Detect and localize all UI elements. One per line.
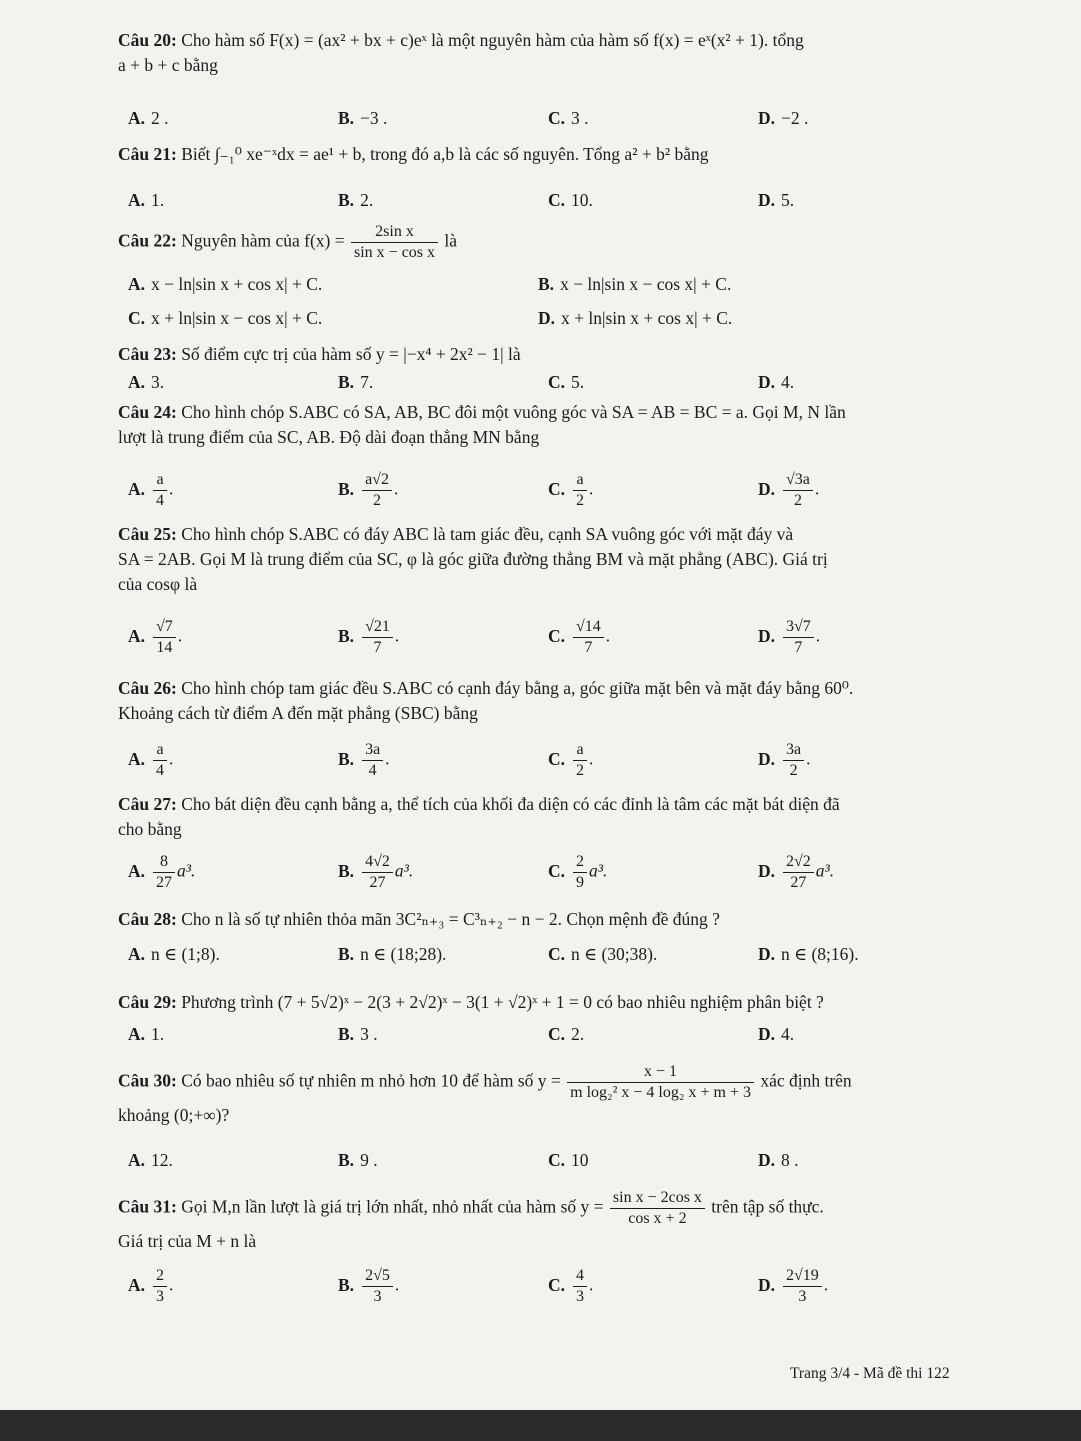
question-25 — [118, 522, 986, 597]
question-26 — [118, 676, 986, 726]
option-d[interactable]: D. 4. — [758, 372, 795, 392]
option-b[interactable]: B. $\frac{2√5}{3}$ . — [338, 1267, 400, 1305]
question-stem: Biết ∫₋₁⁰ xe⁻ˣdx = ae¹ + b, trong đó a,b là các số nguyên. Tổng a² + b² bằng — [181, 144, 709, 164]
question-stem: Nguyên hàm của f(x) = — [181, 230, 345, 251]
options-31 — [128, 1266, 986, 1305]
question-20 — [118, 28, 986, 78]
option-a[interactable]: A. 1. — [128, 1024, 165, 1044]
question-label: Câu 21: — [118, 144, 177, 164]
option-a[interactable]: A. 3. — [128, 372, 165, 392]
option-c[interactable]: C. 3 . — [548, 108, 589, 128]
option-c[interactable]: C. n ∈ (30;38). — [548, 944, 658, 964]
option-d[interactable]: D. n ∈ (8;16). — [758, 944, 859, 964]
question-label: Câu 24: — [118, 402, 177, 422]
option-b[interactable]: B. −3 . — [338, 108, 388, 128]
option-c[interactable]: C. $\frac{a}{2}$ . — [548, 741, 594, 779]
question-stem: Số điểm cực trị của hàm số y = |−x⁴ + 2x² − 1| là — [181, 344, 521, 364]
option-b[interactable]: B. x − ln|sin x − cos x| + C. — [538, 274, 732, 294]
option-c[interactable]: C. 10 — [548, 1150, 589, 1170]
options-22-row1 — [128, 274, 986, 304]
question-31: Câu 31: Gọi M,n lần lượt là giá trị lớn nhất, nhỏ nhất của hàm số y = $\frac{\text{sin x − 2cos x}}{\text{cos x + 2}}$ trên tập số thực. Giá trị của M + n là — [118, 1188, 986, 1254]
option-a[interactable]: A. 12. — [128, 1150, 173, 1170]
question-label: Câu 30: — [118, 1070, 177, 1091]
option-b[interactable]: B. $\frac{a√2}{2}$ . — [338, 471, 399, 509]
option-b[interactable]: B. 7. — [338, 372, 374, 392]
question-stem-line2: cho bằng — [118, 819, 182, 839]
question-28 — [118, 907, 986, 932]
page-footer: Trang 3/4 - Mã đề thi 122 — [790, 1365, 950, 1382]
options-20 — [128, 108, 986, 138]
options-27 — [128, 852, 986, 891]
option-d[interactable]: D. x + ln|sin x + cos x| + C. — [538, 308, 733, 328]
question-stem-line2: Giá trị của M + n là — [118, 1231, 257, 1251]
option-a[interactable]: A. $\frac{a}{4}$ . — [128, 471, 174, 509]
option-a[interactable]: A. $\frac{√7}{14}$ . — [128, 618, 183, 656]
question-stem: Gọi M,n lần lượt là giá trị lớn nhất, nhỏ nhất của hàm số y = — [181, 1196, 604, 1217]
question-29 — [118, 990, 986, 1015]
stem-fraction: $\frac{\text{2sin x}}{\text{sin x − cos x}}$ — [351, 222, 438, 263]
question-stem: Cho hình chóp S.ABC có SA, AB, BC đôi một vuông góc và SA = AB = BC = a. Gọi M, N lần — [181, 402, 846, 422]
option-a[interactable]: A. $\frac{a}{4}$ . — [128, 741, 174, 779]
question-label: Câu 20: — [118, 30, 177, 50]
question-stem-line2: lượt là trung điểm của SC, AB. Độ dài đoạn thẳng MN bằng — [118, 427, 540, 447]
option-b[interactable]: B. $\frac{3a}{4}$ . — [338, 741, 390, 779]
option-d[interactable]: D. 5. — [758, 190, 795, 210]
options-29 — [128, 1024, 986, 1054]
question-label: Câu 26: — [118, 678, 177, 698]
question-label: Câu 27: — [118, 794, 177, 814]
question-23 — [118, 342, 986, 367]
option-c[interactable]: C. $\frac{√14}{7}$ . — [548, 618, 611, 656]
option-a[interactable]: A. $\frac{2}{3}$ . — [128, 1267, 174, 1305]
option-a[interactable]: A. n ∈ (1;8). — [128, 944, 220, 964]
option-b[interactable]: B. 9 . — [338, 1150, 378, 1170]
question-stem: Cho hình chóp S.ABC có đáy ABC là tam giác đều, cạnh SA vuông góc với mặt đáy và — [181, 524, 794, 544]
question-27 — [118, 792, 986, 842]
question-22: Câu 22: Nguyên hàm của f(x) = $\frac{\text{2sin x}}{\text{sin x − cos x}}$ là — [118, 223, 458, 261]
option-b[interactable]: B. $\frac{4√2}{27}$ a³. — [338, 853, 414, 891]
question-stem: Cho bát diện đều cạnh bằng a, thể tích của khối đa diện có các đỉnh là tâm các mặt bát diện đã — [181, 794, 840, 814]
options-26 — [128, 740, 986, 779]
option-c[interactable]: C. 5. — [548, 372, 585, 392]
option-c[interactable]: C. $\frac{2}{9}$ a³. — [548, 853, 608, 891]
question-stem: Cho n là số tự nhiên thỏa mãn 3C²ₙ₊₃ = C³ₙ₊₂ − n − 2. Chọn mệnh đề đúng ? — [181, 909, 720, 929]
option-d[interactable]: D. $\frac{√3a}{2}$ . — [758, 471, 820, 509]
option-a[interactable]: A. $\frac{8}{27}$ a³. — [128, 853, 196, 891]
question-stem: Cho hình chóp tam giác đều S.ABC có cạnh đáy bằng a, góc giữa mặt bên và mặt đáy bằng 60⁰. — [181, 678, 854, 698]
question-24 — [118, 400, 986, 450]
question-label: Câu 25: — [118, 524, 177, 544]
question-label: Câu 28: — [118, 909, 177, 929]
option-d[interactable]: D. $\frac{2√19}{3}$ . — [758, 1267, 829, 1305]
option-c[interactable]: C. x + ln|sin x − cos x| + C. — [128, 308, 323, 328]
question-stem: Có bao nhiêu số tự nhiên m nhỏ hơn 10 để hàm số y = — [181, 1070, 561, 1091]
options-25 — [128, 617, 986, 656]
option-a[interactable]: A. 1. — [128, 190, 165, 210]
option-c[interactable]: C. 10. — [548, 190, 593, 210]
page-bottom-edge — [0, 1410, 1081, 1441]
option-d[interactable]: D. 4. — [758, 1024, 795, 1044]
options-22-row2 — [128, 308, 986, 338]
option-b[interactable]: B. $\frac{√21}{7}$ . — [338, 618, 400, 656]
option-d[interactable]: D. $\frac{2√2}{27}$ a³. — [758, 853, 835, 891]
options-30 — [128, 1150, 986, 1180]
question-label: Câu 23: — [118, 344, 177, 364]
options-23 — [128, 372, 986, 402]
option-b[interactable]: B. n ∈ (18;28). — [338, 944, 447, 964]
options-24 — [128, 470, 986, 509]
question-stem: Cho hàm số F(x) = (ax² + bx + c)eˣ là một nguyên hàm của hàm số f(x) = eˣ(x² + 1). tổng — [181, 30, 804, 50]
option-c[interactable]: C. $\frac{a}{2}$ . — [548, 471, 594, 509]
question-stem-line2: khoảng (0;+∞)? — [118, 1105, 230, 1125]
options-21 — [128, 190, 986, 220]
option-c[interactable]: C. 2. — [548, 1024, 585, 1044]
option-d[interactable]: D. 8 . — [758, 1150, 799, 1170]
option-a[interactable]: A. 2 . — [128, 108, 169, 128]
option-c[interactable]: C. $\frac{4}{3}$ . — [548, 1267, 594, 1305]
question-stem-line2: Khoảng cách từ điểm A đến mặt phẳng (SBC) bằng — [118, 703, 478, 723]
stem-fraction: $\frac{x - 1}{\text{m log₂² x − 4 log₂ x + m + 3}}$ — [567, 1062, 754, 1103]
question-stem-line3: của cosφ là — [118, 574, 198, 594]
option-d[interactable]: D. −2 . — [758, 108, 809, 128]
options-28 — [128, 944, 986, 974]
option-d[interactable]: D. $\frac{3√7}{7}$ . — [758, 618, 821, 656]
option-d[interactable]: D. $\frac{3a}{2}$ . — [758, 741, 811, 779]
question-label: Câu 22: — [118, 230, 177, 251]
stem-fraction: $\frac{\text{sin x − 2cos x}}{\text{cos x + 2}}$ — [610, 1188, 705, 1229]
option-b[interactable]: B. 2. — [338, 190, 374, 210]
option-a[interactable]: A. x − ln|sin x + cos x| + C. — [128, 274, 323, 294]
option-b[interactable]: B. 3 . — [338, 1024, 378, 1044]
question-label: Câu 29: — [118, 992, 177, 1012]
question-stem: Phương trình (7 + 5√2)ˣ − 2(3 + 2√2)ˣ − 3(1 + √2)ˣ + 1 = 0 có bao nhiêu nghiệm phân biệt ? — [181, 992, 824, 1012]
question-stem-line2: SA = 2AB. Gọi M là trung điểm của SC, φ là góc giữa đường thẳng BM và mặt phẳng (ABC). Giá trị — [118, 549, 828, 569]
question-label: Câu 31: — [118, 1196, 177, 1217]
question-21 — [118, 142, 986, 167]
question-30: Câu 30: Có bao nhiêu số tự nhiên m nhỏ hơn 10 để hàm số y = $\frac{x - 1}{\text{m log₂² x − 4 log₂ x + m + 3}}$ xác định trên khoảng (0;+∞)? — [118, 1062, 986, 1128]
question-stem-line2: a + b + c bằng — [118, 55, 218, 75]
